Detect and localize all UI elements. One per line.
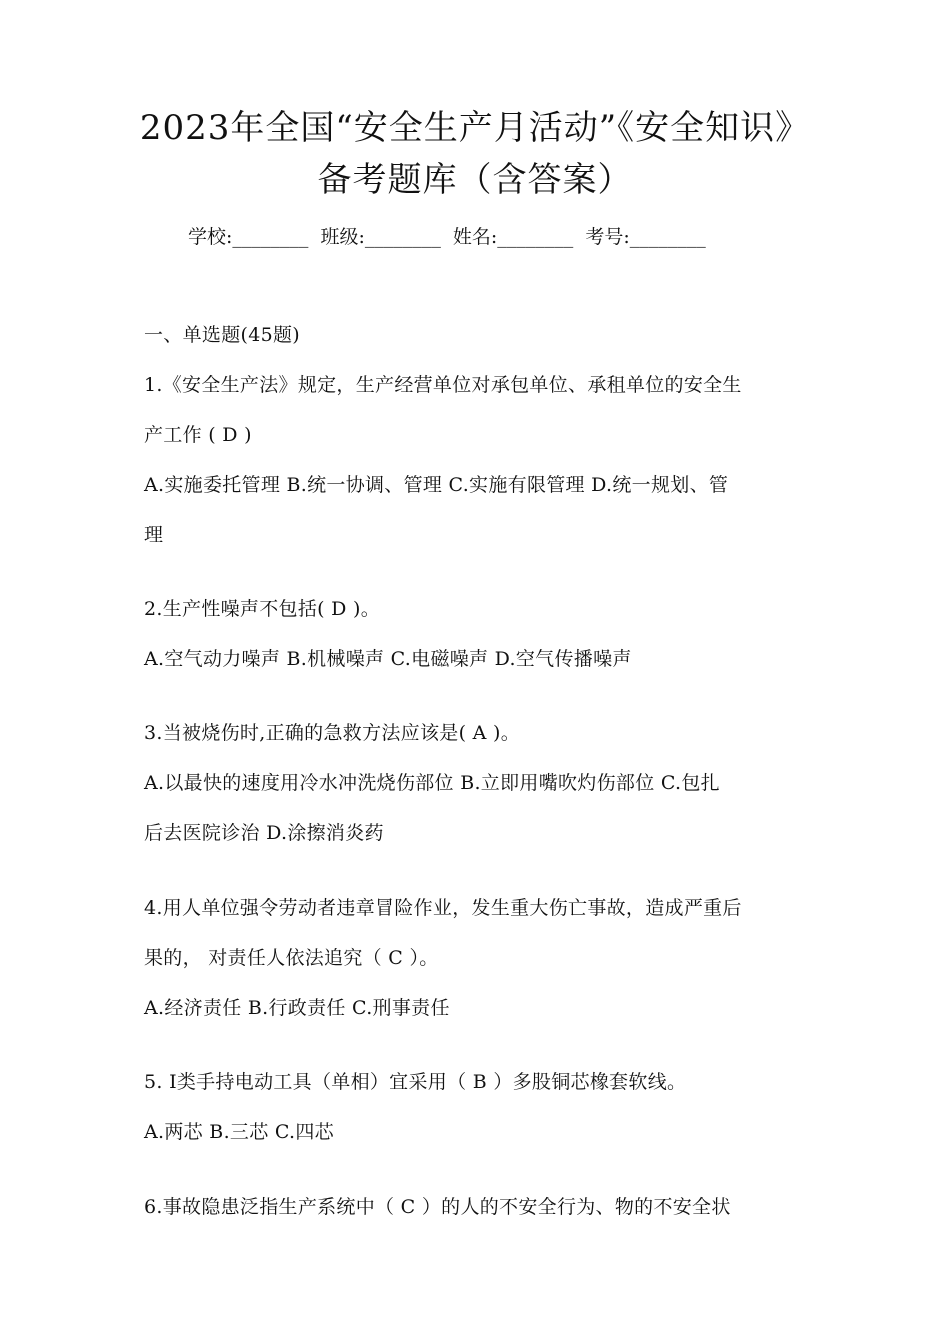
question-1-line-1: 1.《安全生产法》规定，生产经营单位对承包单位、承租单位的安全生 — [144, 374, 742, 396]
question-5-options: A.两芯 B.三芯 C.四芯 — [144, 1121, 334, 1143]
name-field: 姓名:________ — [452, 226, 574, 248]
student-info-row — [188, 222, 712, 252]
question-4-line-1: 4.用人单位强令劳动者违章冒险作业，发生重大伤亡事故，造成严重后 — [144, 897, 742, 919]
question-3-options-line-2: 后去医院诊治 D.涂擦消炎药 — [144, 822, 384, 844]
question-4-line-2: 果的， 对责任人依法追究（ C ）。 — [144, 947, 439, 969]
question-4-options: A.经济责任 B.行政责任 C.刑事责任 — [144, 997, 450, 1019]
exam-number-field: 考号:________ — [585, 226, 706, 248]
question-2-options: A.空气动力噪声 B.机械噪声 C.电磁噪声 D.空气传播噪声 — [144, 648, 632, 670]
question-6-line-1: 6.事故隐患泛指生产系统中（ C ）的人的不安全行为、物的不安全状 — [144, 1196, 731, 1218]
question-1-options-line-1: A.实施委托管理 B.统一协调、管理 C.实施有限管理 D.统一规划、管 — [144, 474, 729, 496]
document-title-line-2: 备考题库（含答案） — [317, 160, 633, 200]
section-heading: 一、单选题(45题) — [144, 324, 301, 346]
question-2: 2.生产性噪声不包括( D )。 — [144, 598, 381, 620]
question-3: 3.当被烧伤时,正确的急救方法应该是( A )。 — [144, 722, 520, 744]
class-field: 班级:________ — [320, 226, 441, 248]
question-1-options-line-2: 理 — [144, 524, 164, 546]
question-1-line-2: 产工作 ( D ) — [144, 424, 252, 446]
school-field: 学校:________ — [188, 226, 309, 248]
document-title-line-1: 2023年全国“安全生产月活动”《安全知识》 — [139, 108, 811, 148]
question-5: 5. Ⅰ类手持电动工具（单相）宜采用（ B ）多股铜芯橡套软线。 — [144, 1071, 687, 1093]
question-3-options-line-1: A.以最快的速度用冷水冲洗烧伤部位 B.立即用嘴吹灼伤部位 C.包扎 — [144, 772, 720, 794]
